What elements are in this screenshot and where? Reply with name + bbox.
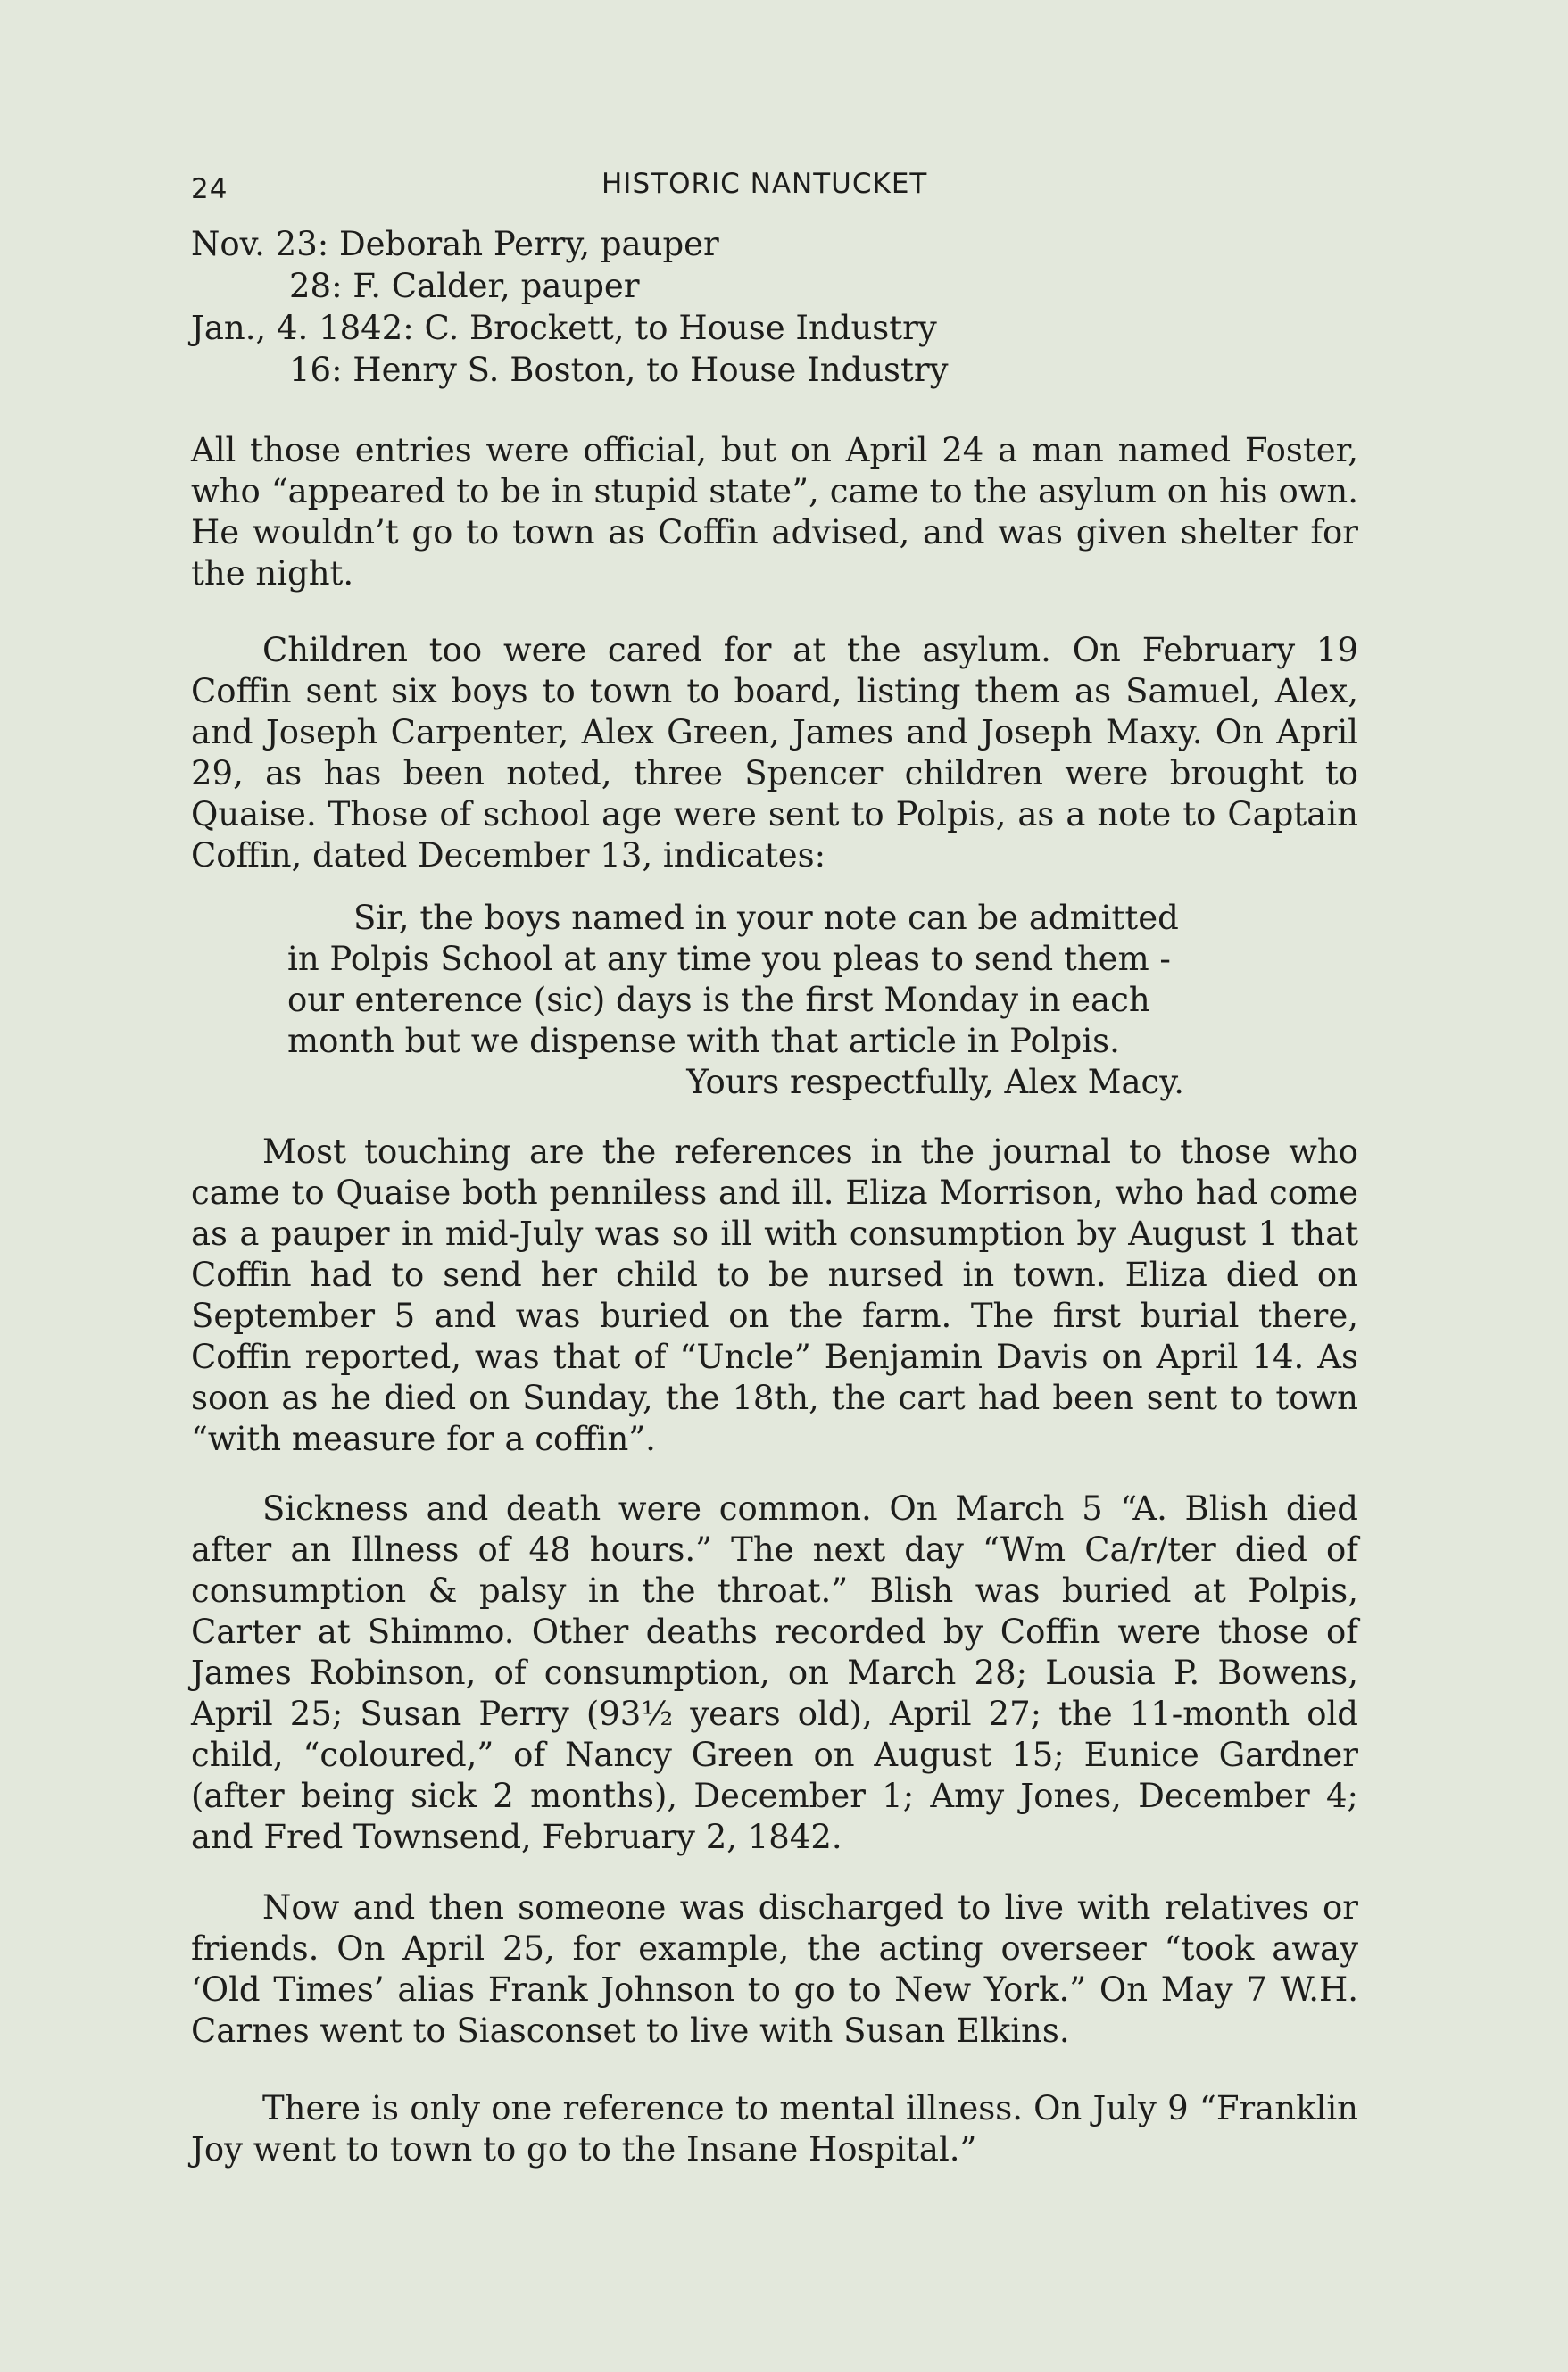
ledger-entry: Jan., 4. 1842: C. Brockett, to House Industry: [191, 309, 937, 347]
page-header: [191, 168, 1378, 212]
page-number: 24: [191, 173, 228, 205]
running-head: HISTORIC NANTUCKET: [601, 168, 928, 200]
ledger-entry: 16: Henry S. Boston, to House Industry: [289, 351, 949, 389]
ledger-entries: [191, 223, 1423, 391]
paragraph-penniless-ill: Most touching are the references in the journal to those who came to Quaise both penniless and ill. Eliza Morrison, who had come as a pauper in mid-July was so ill with consumption by August 1 that Coffin had to send her child to be nursed in town. Eliza died on September 5 and was buried on the farm. The first burial there, Coffin reported, was that of “Uncle” Benjamin Davis on April 14. As soon as he died on Sunday, the 18th, the cart had been sent to town “with measure for a coffin”.: [191, 1132, 1358, 1458]
letter-signoff: Yours respectfully, Alex Macy.: [686, 1063, 1184, 1101]
ledger-entry: Nov. 23: Deborah Perry, pauper: [191, 225, 719, 263]
paragraph-children: Children too were cared for at the asylum. On February 19 Coffin sent six boys to town to board, listing them as Samuel, Alex, and Joseph Carpenter, Alex Green, James and Joseph Maxy. On April 29, as has been noted, three Spencer children were brought to Quaise. Those of school age were sent to Polpis, as a note to Captain Coffin, dated December 13, indicates:: [191, 631, 1358, 875]
paragraph-sickness-death: Sickness and death were common. On March 5 “A. Blish died after an Illness of 48 hours.” The next day “Wm Ca/r/ter died of consumption & palsy in the throat.” Blish was buried at Polpis, Carter at Shimmo. Other deaths recorded by Coffin were those of James Robinson, of consumption, on March 28; Lousia P. Bowens, April 25; Susan Perry (93½ years old), April 27; the 11-month old child, “coloured,” of Nancy Green on August 15; Eunice Gardner (after being sick 2 months), December 1; Amy Jones, December 4; and Fred Townsend, February 2, 1842.: [191, 1489, 1358, 1856]
paragraph-foster: All those entries were official, but on April 24 a man named Foster, who “appeared to be in stupid state”, came to the asylum on his own. He wouldn’t go to town as Coffin advised, and was given shelter for the night.: [191, 431, 1358, 593]
paragraph-mental-illness: There is only one reference to mental illness. On July 9 “Franklin Joy went to town to go to the Insane Hospital.”: [191, 2089, 1358, 2169]
paragraph-discharged: Now and then someone was discharged to live with relatives or friends. On April 25, for example, the acting overseer “took away ‘Old Times’ alias Frank Johnson to go to New York.” On May 7 W.H. Carnes went to Siasconset to live with Susan Elkins.: [191, 1888, 1358, 2050]
letter-line: our enterence (sic) days is the first Monday in each: [287, 981, 1150, 1019]
quoted-letter: [287, 898, 1184, 1103]
ledger-entry: 28: F. Calder, pauper: [289, 267, 640, 305]
letter-line: in Polpis School at any time you pleas to send them -: [287, 940, 1171, 978]
letter-line: month but we dispense with that article in Polpis.: [287, 1022, 1120, 1060]
letter-line: Sir, the boys named in your note can be admitted: [353, 899, 1179, 937]
